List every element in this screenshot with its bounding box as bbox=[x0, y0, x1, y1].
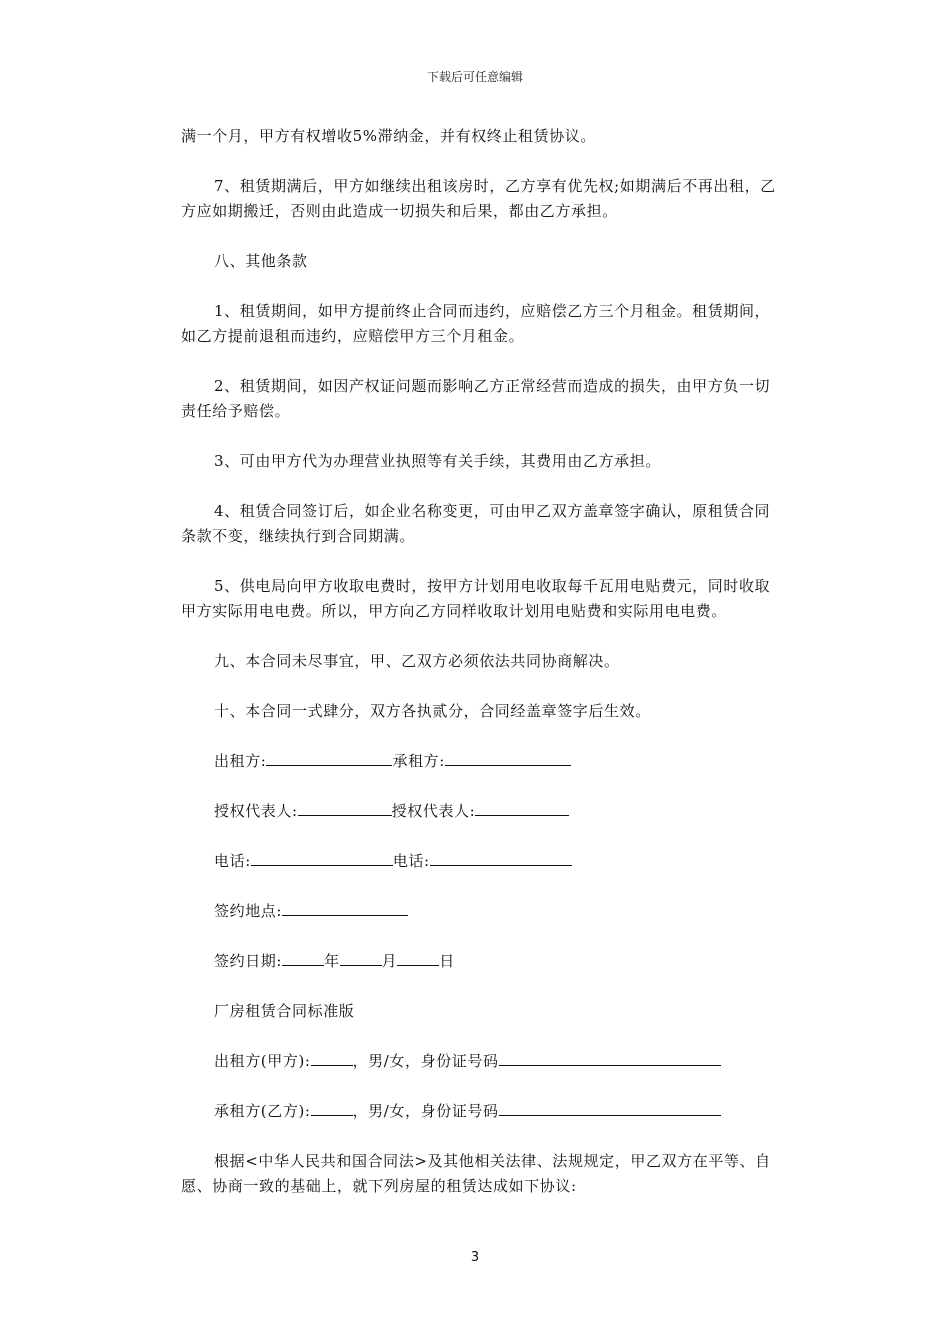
paragraph: 九、本合同未尽事宜，甲、乙双方必须依法共同协商解决。 bbox=[214, 652, 620, 670]
place-label: 签约地点: bbox=[214, 902, 283, 920]
party-b-name-blank bbox=[311, 1101, 353, 1116]
phone2-blank bbox=[430, 851, 572, 866]
page-header: 下载后可任意编辑 bbox=[426, 70, 523, 84]
party-b-line bbox=[181, 1099, 781, 1124]
rep2-blank bbox=[475, 801, 569, 816]
place-blank bbox=[282, 901, 408, 916]
signature-place-line bbox=[181, 899, 781, 924]
phone1-label: 电话: bbox=[214, 852, 251, 870]
lessor-blank bbox=[266, 751, 392, 766]
paragraph: 5、供电局向甲方收取电费时，按甲方计划用电收取每千瓦用电贴费元，同时收取甲方实际用电电费。所以，甲方向乙方同样收取计划用电贴费和实际用电电费。 bbox=[181, 577, 771, 620]
month-blank bbox=[340, 951, 382, 966]
intro-paragraph: 根据<中华人民共和国合同法>及其他相关法律、法规规定，甲乙双方在平等、自愿、协商一致的基础上，就下列房屋的租赁达成如下协议: bbox=[181, 1152, 771, 1195]
party-b-id-blank bbox=[499, 1101, 721, 1116]
signature-rep-line bbox=[181, 799, 781, 824]
lessee-label: 承租方: bbox=[392, 752, 445, 770]
party-a-gender-id: ，男/女，身份证号码 bbox=[352, 1052, 499, 1070]
lessee-blank bbox=[445, 751, 571, 766]
signature-date-line bbox=[181, 949, 781, 974]
month-label: 月 bbox=[381, 952, 398, 970]
party-a-label: 出租方(甲方): bbox=[214, 1052, 311, 1070]
paragraph: 2、租赁期间，如因产权证问题而影响乙方正常经营而造成的损失，由甲方负一切责任给予赔偿。 bbox=[181, 377, 771, 420]
rep1-blank bbox=[298, 801, 392, 816]
signature-lessor-line bbox=[181, 749, 781, 774]
document-body bbox=[181, 124, 781, 1224]
paragraph: 1、租赁期间，如甲方提前终止合同而违约，应赔偿乙方三个月租金。租赁期间，如乙方提前退租而违约，应赔偿甲方三个月租金。 bbox=[181, 302, 771, 345]
page-number: 3 bbox=[470, 1250, 480, 1265]
signature-phone-line bbox=[181, 849, 781, 874]
year-label: 年 bbox=[324, 952, 340, 970]
phone1-blank bbox=[251, 851, 393, 866]
lessor-label: 出租方: bbox=[214, 752, 267, 770]
paragraph: 4、租赁合同签订后，如企业名称变更，可由甲乙双方盖章签字确认，原租赁合同条款不变，继续执行到合同期满。 bbox=[181, 502, 771, 545]
party-b-label: 承租方(乙方): bbox=[214, 1102, 311, 1120]
section-heading: 八、其他条款 bbox=[214, 252, 308, 270]
paragraph: 3、可由甲方代为办理营业执照等有关手续，其费用由乙方承担。 bbox=[214, 452, 661, 470]
party-b-gender-id: ，男/女，身份证号码 bbox=[352, 1102, 499, 1120]
party-a-line bbox=[181, 1049, 781, 1074]
paragraph: 7、租赁期满后，甲方如继续出租该房时，乙方享有优先权;如期满后不再出租，乙方应如期搬迁，否则由此造成一切损失和后果，都由乙方承担。 bbox=[181, 177, 776, 220]
rep1-label: 授权代表人: bbox=[214, 802, 298, 820]
day-label: 日 bbox=[439, 952, 455, 970]
party-a-name-blank bbox=[311, 1051, 353, 1066]
date-label: 签约日期: bbox=[214, 952, 283, 970]
day-blank bbox=[397, 951, 439, 966]
paragraph: 满一个月，甲方有权增收5%滞纳金，并有权终止租赁协议。 bbox=[181, 127, 596, 145]
party-a-id-blank bbox=[499, 1051, 721, 1066]
phone2-label: 电话: bbox=[392, 852, 430, 870]
year-blank bbox=[282, 951, 324, 966]
paragraph: 十、本合同一式肆分，双方各执贰分，合同经盖章签字后生效。 bbox=[214, 702, 651, 720]
rep2-label: 授权代表人: bbox=[391, 802, 476, 820]
second-contract-title: 厂房租赁合同标准版 bbox=[214, 1002, 355, 1020]
